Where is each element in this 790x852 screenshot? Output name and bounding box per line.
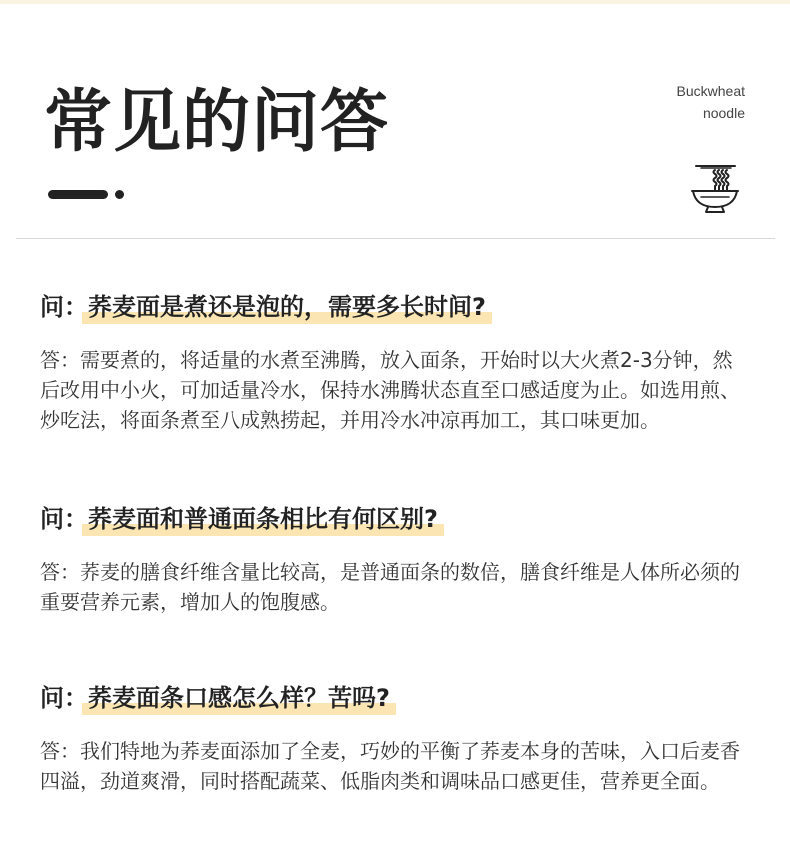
question-prefix: 问： (40, 505, 88, 533)
page-title: 常见的问答 (44, 83, 390, 162)
question-text: 荞麦面是煮还是泡的，需要多长时间? (88, 287, 486, 327)
title-underline-dash (48, 190, 108, 199)
faq-answer: 答：需要煮的，将适量的水煮至沸腾，放入面条，开始时以大火煮2-3分钟，然后改用中小火，可加适量冷水，保持水沸腾状态直至口感适度为止。如选用煎、炒吃法，将面条煮至八成熟捞起，并用冷水冲凉再加工，其口味更加。 (40, 348, 740, 432)
brand-line-2: noodle (702, 105, 745, 121)
faq-question (40, 678, 752, 718)
brand-line-1: Buckwheat (676, 83, 745, 99)
faq-item (40, 287, 752, 435)
question-prefix: 问： (40, 293, 88, 321)
top-accent-strip (0, 0, 790, 4)
faq-answer: 答：我们特地为荞麦面添加了全麦，巧妙的平衡了荞麦本身的苦味，入口后麦香四溢，劲道爽滑，同时搭配蔬菜、低脂肉类和调味品口感更佳，营养更全面。 (40, 739, 740, 793)
faq-question (40, 499, 752, 539)
faq-question (40, 287, 752, 327)
title-underline-dot (115, 190, 124, 199)
question-text: 荞麦面和普通面条相比有何区别? (88, 499, 438, 539)
question-text: 荞麦面条口感怎么样？苦吗? (88, 678, 390, 718)
brand-label (677, 80, 745, 124)
faq-answer: 答：荞麦的膳食纤维含量比较高，是普通面条的数倍，膳食纤维是人体所必须的重要营养元素，增加人的饱腹感。 (40, 560, 740, 614)
noodle-bowl-icon (689, 160, 741, 214)
faq-item (40, 499, 752, 617)
question-prefix: 问： (40, 684, 88, 712)
faq-item (40, 678, 752, 796)
section-divider (16, 238, 775, 239)
